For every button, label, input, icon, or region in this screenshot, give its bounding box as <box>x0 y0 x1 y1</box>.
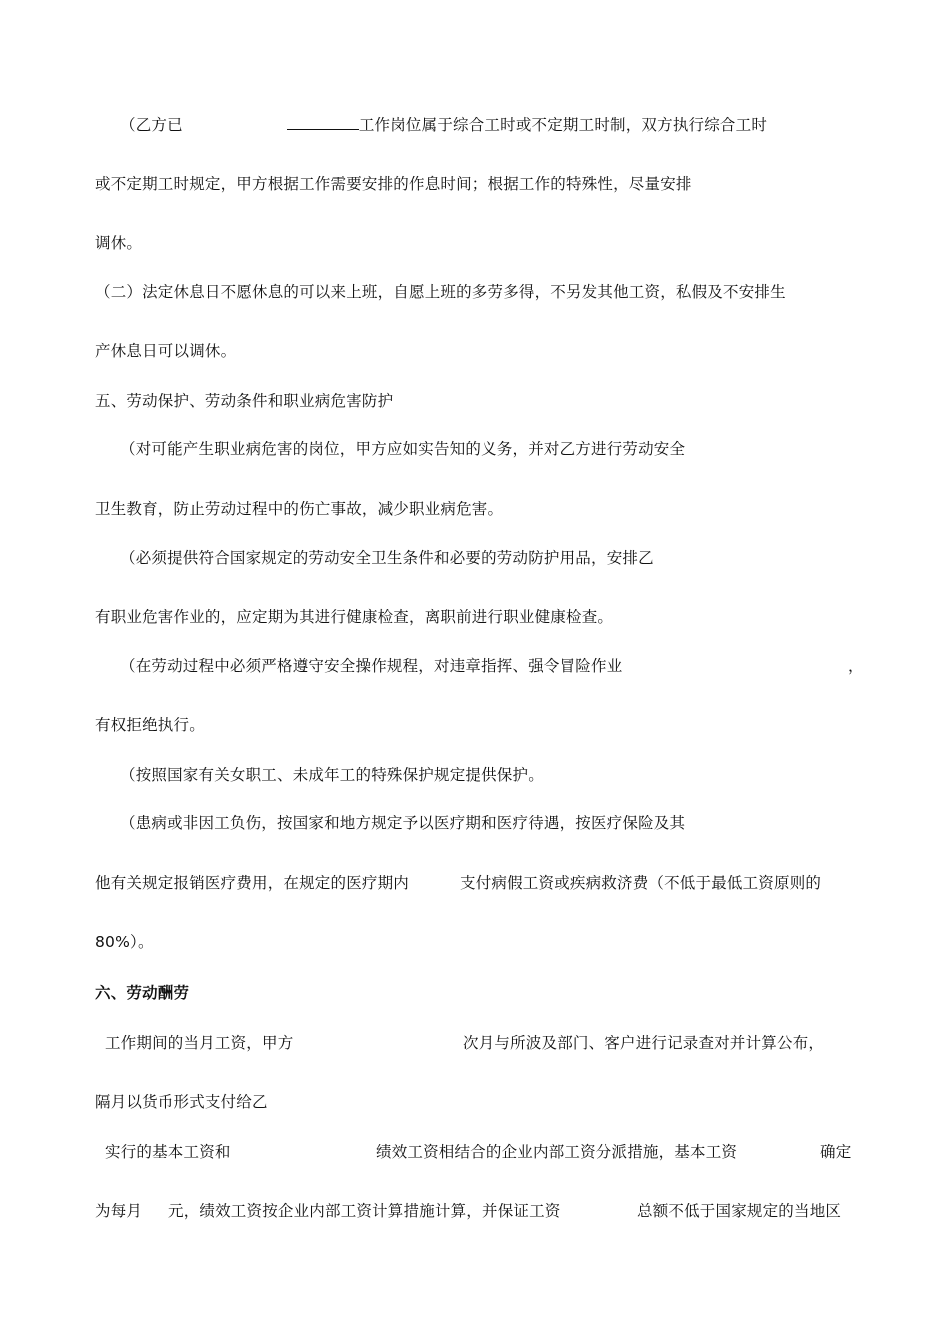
text-segment: 产休息日可以调休。 <box>95 342 237 360</box>
text-segment: 确定 <box>820 1143 852 1161</box>
text-line <box>95 499 503 519</box>
text-segment: 六、劳动酬劳 <box>95 984 190 1002</box>
text-line <box>95 873 409 893</box>
text-line <box>120 439 685 459</box>
text-segment: 总额不低于国家规定的当地区 <box>637 1202 842 1220</box>
text-segment: 为每月 <box>95 1202 143 1220</box>
text-line <box>637 1201 841 1221</box>
text-line <box>120 115 767 135</box>
text-segment: 次月与所波及部门、客户进行记录查对并计算公布， <box>463 1034 825 1052</box>
text-segment: （必须提供符合国家规定的劳动安全卫生条件和必要的劳动防护用品，安排乙 <box>120 549 654 567</box>
text-segment: 有职业危害作业的，应定期为其进行健康检查，离职前进行职业健康检查。 <box>95 608 614 626</box>
text-segment: 工作期间的当月工资，甲方 <box>105 1034 294 1052</box>
text-segment: 调休。 <box>95 234 143 252</box>
section-heading <box>95 391 393 411</box>
text-line <box>95 341 236 361</box>
text-line <box>848 656 864 676</box>
text-segment: 绩效工资相结合的企业内部工资分派措施，基本工资 <box>376 1143 738 1161</box>
text-segment: ， <box>848 657 864 675</box>
text-line <box>120 813 685 833</box>
section-heading <box>95 983 189 1003</box>
text-segment: （按照国家有关女职工、未成年工的特殊保护规定提供保护。 <box>120 766 544 784</box>
text-segment: （患病或非因工负伤，按国家和地方规定予以医疗期和医疗待遇，按医疗保险及其 <box>120 814 686 832</box>
text-segment: 工作岗位属于综合工时或不定期工时制，双方执行综合工时 <box>358 116 768 134</box>
text-line <box>95 932 154 952</box>
text-line <box>120 656 622 676</box>
text-segment: 他有关规定报销医疗费用，在规定的医疗期内 <box>95 874 410 892</box>
text-line <box>120 765 544 785</box>
text-segment: （乙方已 <box>120 116 183 134</box>
text-line <box>820 1142 851 1162</box>
text-segment: （在劳动过程中必须严格遵守安全操作规程，对违章指挥、强令冒险作业 <box>120 657 623 675</box>
fill-blank <box>287 115 359 130</box>
text-segment: 实行的基本工资和 <box>105 1143 231 1161</box>
text-segment: 隔月以货币形式支付给乙 <box>95 1093 268 1111</box>
text-line <box>463 1033 824 1053</box>
text-line <box>95 1201 142 1221</box>
text-segment: （二）法定休息日不愿休息的可以来上班，自愿上班的多劳多得，不另发其他工资，私假及不安排生 <box>95 283 786 301</box>
text-line <box>95 282 786 302</box>
text-line <box>95 1092 268 1112</box>
text-line <box>95 607 613 627</box>
text-line <box>460 873 821 893</box>
text-segment: 80%）。 <box>95 933 154 951</box>
text-line <box>105 1033 293 1053</box>
text-segment: 卫生教育，防止劳动过程中的伤亡事故，减少职业病危害。 <box>95 500 504 518</box>
text-segment: 有权拒绝执行。 <box>95 716 205 734</box>
text-line <box>120 548 654 568</box>
text-line <box>95 715 205 735</box>
text-segment: （对可能产生职业病危害的岗位，甲方应如实告知的义务，并对乙方进行劳动安全 <box>120 440 686 458</box>
text-line <box>376 1142 737 1162</box>
text-segment: 支付病假工资或疾病救济费（不低于最低工资原则的 <box>460 874 822 892</box>
text-line <box>105 1142 231 1162</box>
text-line <box>95 233 142 253</box>
text-line <box>168 1201 561 1221</box>
text-line <box>95 174 692 194</box>
text-segment: 元，绩效工资按企业内部工资计算措施计算，并保证工资 <box>168 1202 561 1220</box>
text-segment: 或不定期工时规定，甲方根据工作需要安排的作息时间；根据工作的特殊性，尽量安排 <box>95 175 692 193</box>
text-segment: 五、劳动保护、劳动条件和职业病危害防护 <box>95 392 394 410</box>
